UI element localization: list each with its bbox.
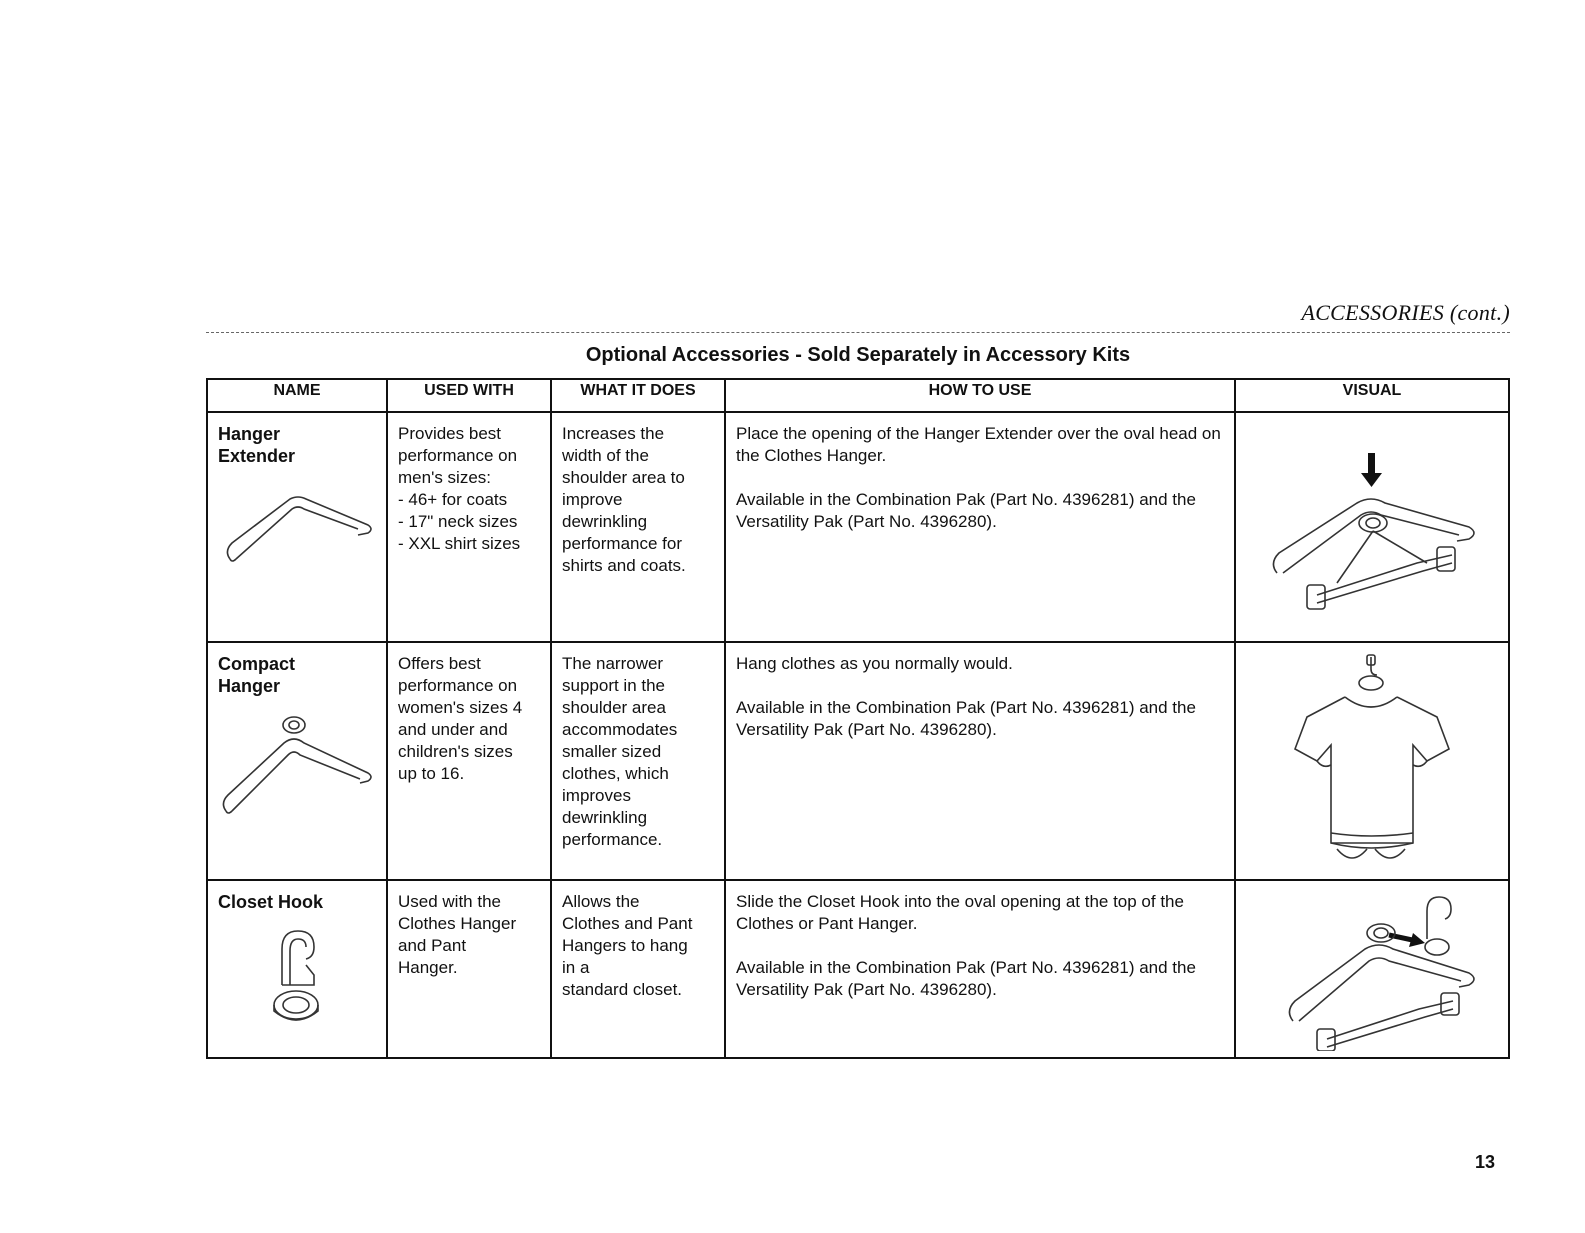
- cell-what-it-does: [551, 412, 725, 642]
- cell-how-to-use: [725, 412, 1235, 642]
- cell-what-it-does: [551, 642, 725, 880]
- what-it-does-text: The narrower support in the shoulder area accommodates smaller sized clothes, which improves dewrinkling performance.: [562, 654, 678, 849]
- cell-visual: [1235, 880, 1509, 1058]
- availability-text: Available in the Combination Pak (Part No. 4396281) and the Versatility Pak (Part No. 4396280).: [736, 698, 1196, 739]
- hanger-extender-icon: [218, 479, 376, 575]
- cell-used-with: [387, 642, 551, 880]
- table-header-row: [207, 379, 1509, 412]
- table-row: [207, 880, 1509, 1058]
- how-to-use-text: Place the opening of the Hanger Extender over the oval head on the Clothes Hanger.: [736, 424, 1221, 465]
- table-row: [207, 642, 1509, 880]
- accessory-name: Closet Hook: [218, 892, 324, 912]
- cell-name: [207, 642, 387, 880]
- used-with-text: Used with the Clothes Hanger and Pant Hanger.: [398, 892, 517, 977]
- how-to-use-text: Slide the Closet Hook into the oval opening at the top of the Clothes or Pant Hanger.: [736, 892, 1184, 933]
- table-caption: Optional Accessories - Sold Separately in Accessory Kits: [585, 344, 1131, 366]
- accessory-name: Hanger Extender: [218, 424, 296, 466]
- cell-how-to-use: [725, 880, 1235, 1058]
- accessories-table: [206, 378, 1510, 1059]
- cell-used-with: [387, 880, 551, 1058]
- column-header-name: NAME: [207, 379, 387, 412]
- closet-hook-icon: [218, 925, 376, 1031]
- what-it-does-text: Increases the width of the shoulder area to improve dewrinkling performance for shirts and coats.: [562, 424, 686, 575]
- availability-text: Available in the Combination Pak (Part No. 4396281) and the Versatility Pak (Part No. 4396280).: [736, 490, 1196, 531]
- cell-visual: [1235, 412, 1509, 642]
- cell-what-it-does: [551, 880, 725, 1058]
- page-number: 13: [1474, 1152, 1495, 1172]
- table-row: [207, 412, 1509, 642]
- compact-hanger-icon: [218, 709, 376, 825]
- how-to-use-text: Hang clothes as you normally would.: [736, 654, 1013, 673]
- column-header-how-to-use: HOW TO USE: [725, 379, 1235, 412]
- cell-visual: [1235, 642, 1509, 880]
- column-header-what-it-does: WHAT IT DOES: [551, 379, 725, 412]
- what-it-does-text: Allows the Clothes and Pant Hangers to hang in a standard closet.: [562, 892, 693, 999]
- shirt-on-compact-hanger-icon: [1247, 653, 1497, 873]
- section-title: ACCESSORIES (cont.): [1301, 300, 1510, 325]
- cell-how-to-use: [725, 642, 1235, 880]
- accessory-name: Compact Hanger: [218, 654, 296, 696]
- used-with-text: Offers best performance on women's sizes 4 and under and children's sizes up to 16.: [398, 654, 523, 783]
- closet-hook-on-hanger-icon: [1247, 891, 1497, 1051]
- hanger-extender-on-hanger-icon: [1247, 423, 1497, 623]
- section-header: [206, 298, 1510, 333]
- column-header-used-with: USED WITH: [387, 379, 551, 412]
- cell-name: [207, 880, 387, 1058]
- column-header-visual: VISUAL: [1235, 379, 1509, 412]
- used-with-text: Provides best performance on men's sizes: - 46+ for coats - 17" neck sizes - XXL shirt sizes: [398, 424, 521, 553]
- availability-text: Available in the Combination Pak (Part No. 4396281) and the Versatility Pak (Part No. 4396280).: [736, 958, 1196, 999]
- cell-used-with: [387, 412, 551, 642]
- cell-name: [207, 412, 387, 642]
